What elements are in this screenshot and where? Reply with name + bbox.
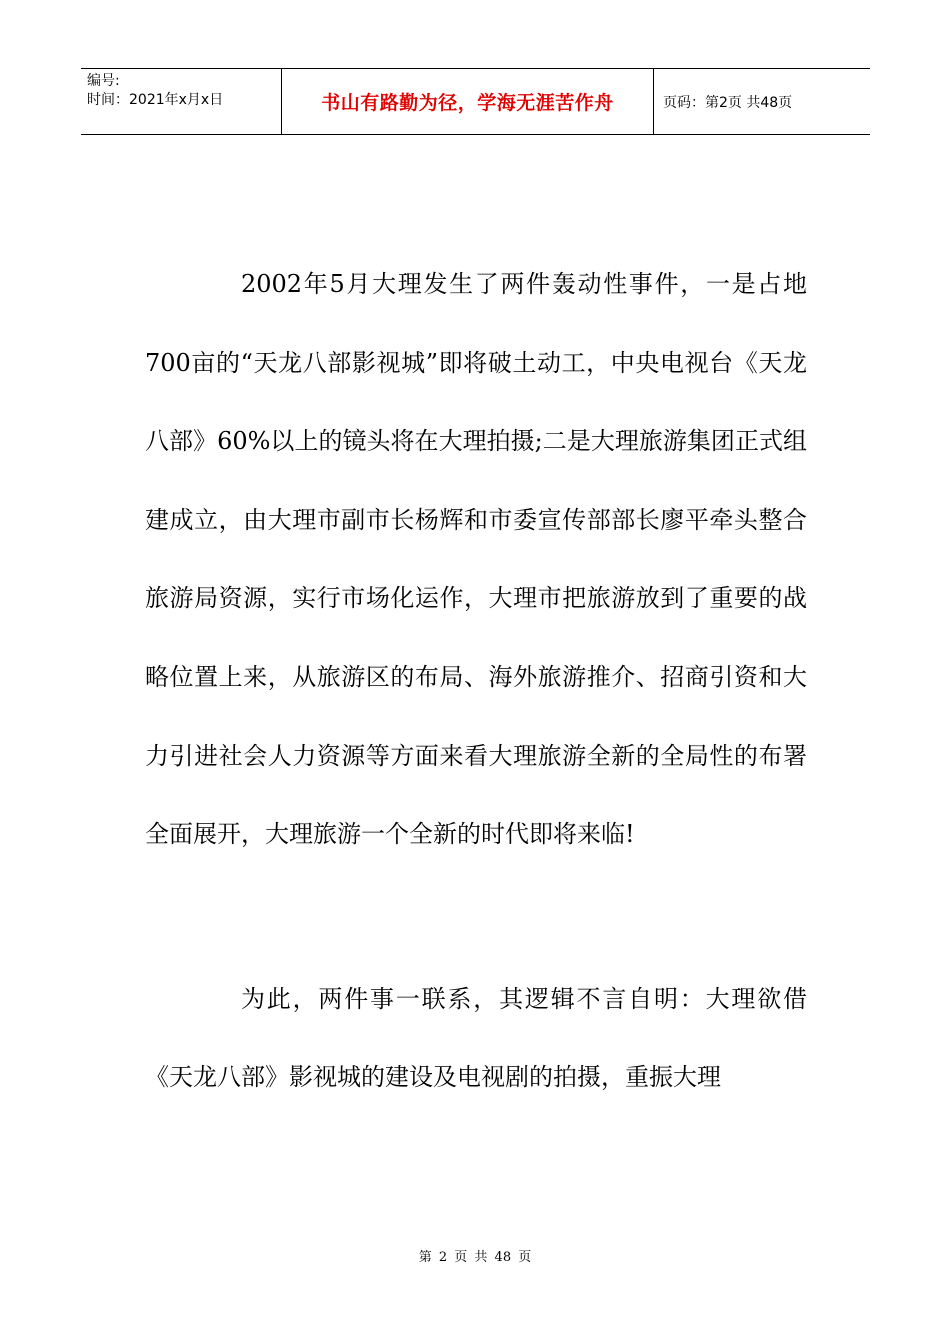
- paragraph-1: 2002年5月大理发生了两件轰动性事件，一是占地700亩的“天龙八部影视城”即将破土动工，中央电视台《天龙八部》60%以上的镜头将在大理拍摄;二是大理旅游集团正式组建成立，由大理市副市长杨辉和市委宣传部部长廖平牵头整合旅游局资源，实行市场化运作，大理市把旅游放到了重要的战略位置上来，从旅游区的布局、海外旅游推介、招商引资和大力引进社会人力资源等方面来看大理旅游全新的全局性的布署全面展开，大理旅游一个全新的时代即将来临!: [145, 270, 807, 849]
- document-body: [145, 245, 807, 1117]
- time-label: 时间：2021年x月x日: [87, 92, 224, 108]
- serial-label: 编号:: [87, 73, 120, 89]
- paragraph-2: 为此，两件事一联系，其逻辑不言自明：大理欲借《天龙八部》影视城的建设及电视剧的拍摄，重振大理: [145, 984, 807, 1092]
- header-page-info: 页码：第2页 共48页: [663, 94, 793, 111]
- page-header: [81, 68, 870, 135]
- page-footer: 第 2 页 共 48 页: [418, 1250, 532, 1265]
- header-motto: 书山有路勤为径，学海无涯苦作舟: [282, 69, 654, 134]
- header-meta: [81, 69, 282, 134]
